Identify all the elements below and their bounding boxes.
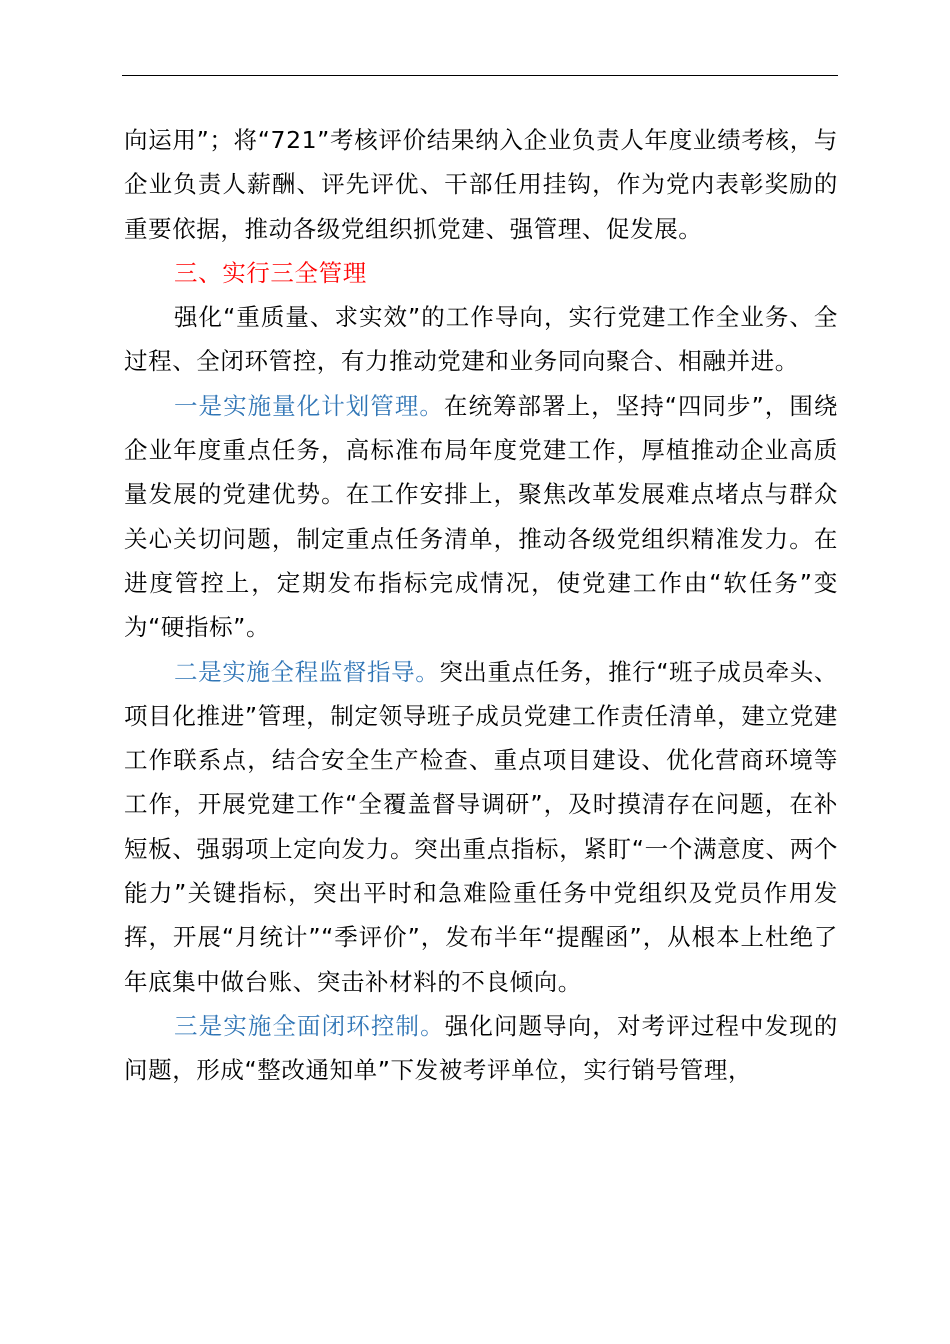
- intro-paragraph: 强化“重质量、求实效”的工作导向，实行党建工作全业务、全过程、全闭环管控，有力推动党建和业务同向聚合、相融并进。: [124, 303, 838, 376]
- item-lead-2: 二是实施全程监督指导。: [174, 657, 440, 686]
- item-paragraph-1: [124, 384, 838, 650]
- paragraph-continued: 向运用”；将“721”考核评价结果纳入企业负责人年度业绩考核，与企业负责人薪酬、评先评优、干部任用挂钩，作为党内表彰奖励的重要依据，推动各级党组织抓党建、强管理、促发展。: [124, 126, 838, 243]
- item-body-3: 强化问题导向，对考评过程中发现的问题，形成“整改通知单”下发被考评单位，实行销号管理，: [124, 1011, 838, 1085]
- item-body-1: 在统筹部署上，坚持“四同步”，围绕企业年度重点任务，高标准布局年度党建工作，厚植推动企业高质量发展的党建优势。在工作安排上，聚焦改革发展难点堵点与群众关心关切问题，制定重点任务清单，推动各级党组织精准发力。在进度管控上，定期发布指标完成情况，使党建工作由“软任务”变为“硬指标”。: [124, 391, 838, 642]
- header-rule: [122, 75, 838, 76]
- item-body-2: 突出重点任务，推行“班子成员牵头、项目化推进”管理，制定领导班子成员党建工作责任清单，建立党建工作联系点，结合安全生产检查、重点项目建设、优化营商环境等工作，开展党建工作“全覆盖督导调研”，及时摸清存在问题，在补短板、强弱项上定向发力。突出重点指标，紧盯“一个满意度、两个能力”关键指标，突出平时和急难险重任务中党组织及党员作用发挥，开展“月统计”“季评价”，发布半年“提醒函”，从根本上杜绝了年底集中做台账、突击补材料的不良倾向。: [124, 657, 838, 996]
- item-paragraph-2: [124, 650, 838, 1004]
- document-body: [124, 118, 838, 1093]
- item-lead-1: 一是实施量化计划管理。: [174, 391, 444, 420]
- item-lead-3: 三是实施全面闭环控制。: [174, 1011, 445, 1040]
- item-paragraph-3: [124, 1004, 838, 1093]
- section-heading: 三、实行三全管理: [174, 258, 367, 287]
